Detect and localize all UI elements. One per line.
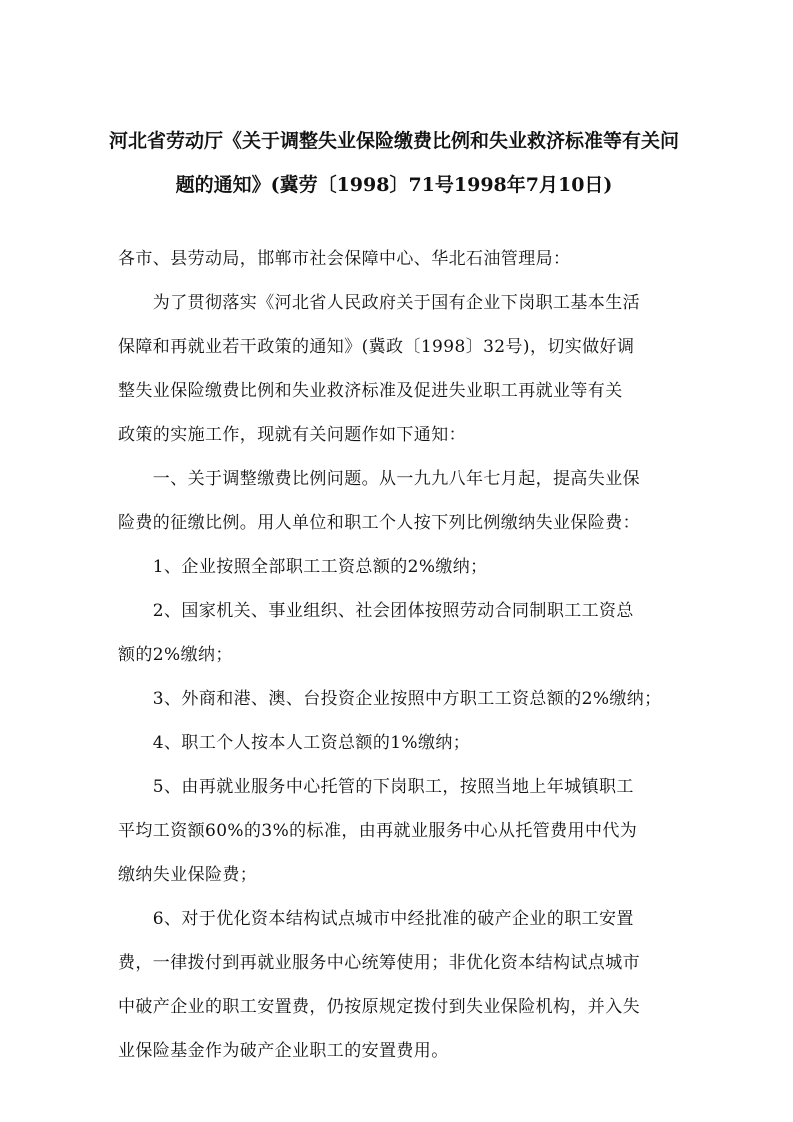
paragraph-line: 一、关于调整缴费比例问题。从一九九八年七月起，提高失业保 [118,469,640,489]
document-title-line-1: 河北省劳动厅《关于调整失业保险缴费比例和失业救济标准等有关问 [108,130,679,152]
list-item-line: 5、由再就业服务中心托管的下岗职工，按照当地上年城镇职工 [118,777,634,797]
list-item-line: 缴纳失业保险费； [118,865,258,885]
list-item-line: 额的2%缴纳； [118,645,233,665]
paragraph-line: 政策的实施工作，现就有关问题作如下通知： [118,425,466,445]
list-item-line: 2、国家机关、事业组织、社会团体按照劳动合同制职工工资总 [118,601,634,621]
list-item-line: 3、外商和港、澳、台投资企业按照中方职工工资总额的2%缴纳； [118,689,662,709]
list-item-line: 平均工资额60%的3%的标准，由再就业服务中心从托管费用中代为 [118,821,638,841]
paragraph-line: 为了贯彻落实《河北省人民政府关于国有企业下岗职工基本生活 [118,293,640,313]
list-item-line: 6、对于优化资本结构试点城市中经批准的破产企业的职工安置 [118,909,634,929]
list-item-line: 1、企业按照全部职工工资总额的2%缴纳； [118,557,488,577]
document-title-line-2: 题的通知》(冀劳〔1998〕71号1998年7月10日) [175,174,613,196]
document-body [118,237,678,1073]
paragraph-line: 整失业保险缴费比例和失业救济标准及促进失业职工再就业等有关 [118,381,623,401]
paragraph-line: 保障和再就业若干政策的通知》(冀政〔1998〕32号)，切实做好调 [118,337,635,357]
addressee-line: 各市、县劳动局，邯郸市社会保障中心、华北石油管理局： [118,249,571,269]
list-item-line: 业保险基金作为破产企业职工的安置费用。 [118,1041,449,1061]
list-item-line: 中破产企业的职工安置费，仍按原规定拨付到失业保险机构，并入失 [118,997,640,1017]
paragraph-line: 险费的征缴比例。用人单位和职工个人按下列比例缴纳失业保险费： [118,513,640,533]
list-item-line: 费，一律拨付到再就业服务中心统筹使用；非优化资本结构试点城市 [118,953,640,973]
list-item-line: 4、职工个人按本人工资总额的1%缴纳； [118,733,471,753]
